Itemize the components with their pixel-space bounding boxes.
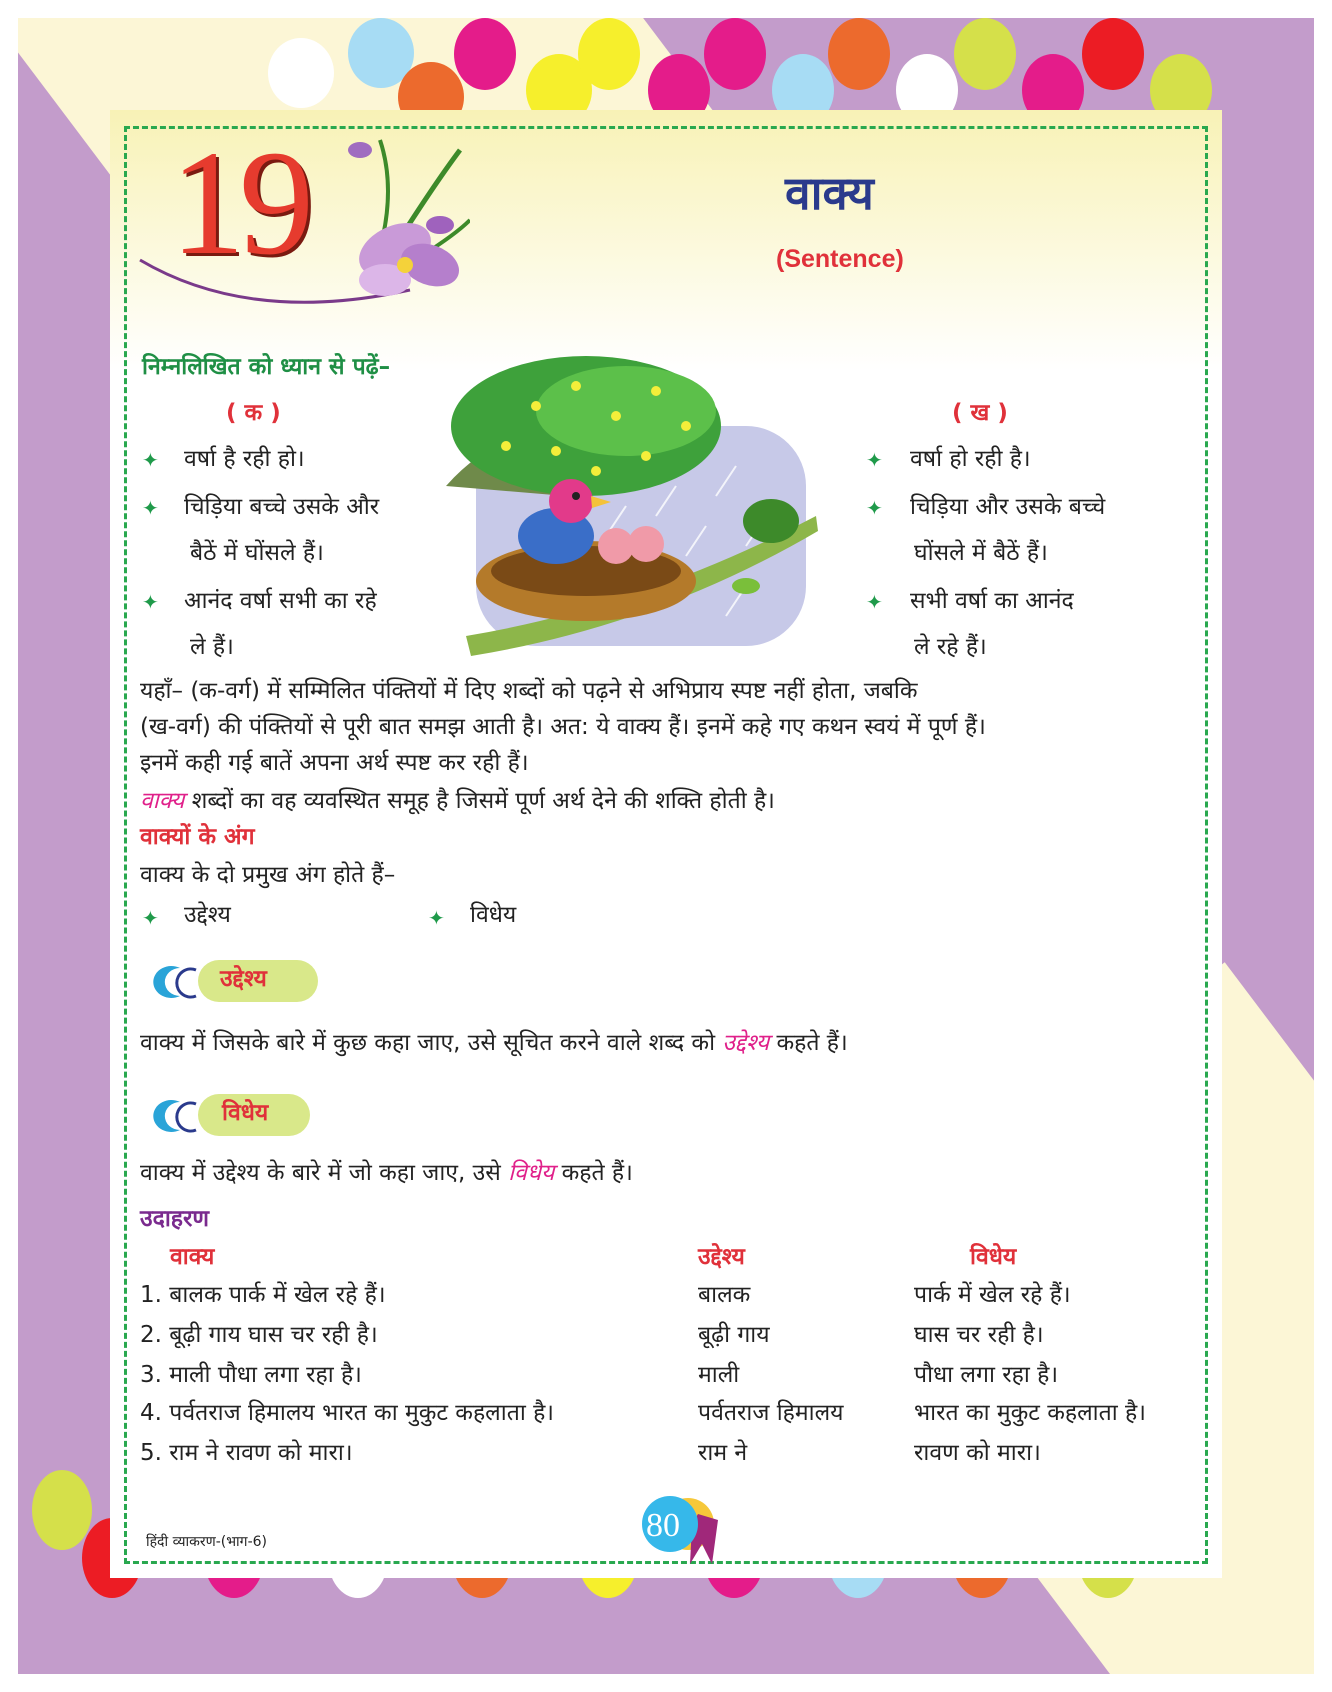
page-number: 80 bbox=[646, 1507, 680, 1544]
definition-term: वाक्य bbox=[140, 788, 185, 814]
parts-item: विधेय bbox=[470, 902, 517, 928]
bullet-star-icon: ✦ bbox=[866, 590, 883, 614]
definition-text: शब्दों का वह व्यवस्थित समूह है जिसमें पूर्ण अर्थ देने की शक्ति होती है। bbox=[184, 788, 775, 814]
book-title: हिंदी व्याकरण-(भाग-6) bbox=[146, 1534, 267, 1550]
bullet-star-icon: ✦ bbox=[142, 496, 159, 520]
example-subject: बालक bbox=[698, 1282, 751, 1308]
subject-definition bbox=[140, 1030, 848, 1058]
example-sentence: 1. बालक पार्क में खेल रहे हैं। bbox=[140, 1282, 386, 1308]
decor-dot bbox=[954, 18, 1016, 90]
decor-dot bbox=[268, 38, 334, 108]
decor-dot bbox=[32, 1470, 92, 1550]
subject-term: उद्देश्य bbox=[722, 1030, 770, 1056]
predicate-term: विधेय bbox=[508, 1160, 555, 1186]
parts-intro: वाक्य के दो प्रमुख अंग होते हैं– bbox=[140, 862, 396, 888]
column-b-item: घोंसले में बैठें हैं। bbox=[914, 540, 1048, 566]
example-predicate: पौधा लगा रहा है। bbox=[914, 1362, 1059, 1388]
bullet-star-icon: ✦ bbox=[142, 448, 159, 472]
example-predicate: भारत का मुकुट कहलाता है। bbox=[914, 1400, 1146, 1426]
column-a-item: चिड़िया बच्चे उसके और bbox=[184, 494, 380, 520]
flower-decoration bbox=[130, 120, 470, 330]
decor-dot bbox=[828, 18, 890, 90]
column-b-label: ( ख ) bbox=[952, 400, 1008, 426]
bullet-star-icon: ✦ bbox=[866, 448, 883, 472]
examples-column-header: वाक्य bbox=[170, 1244, 215, 1270]
bird-nest-illustration bbox=[446, 356, 826, 666]
intro-heading: निम्नलिखित को ध्यान से पढ़ें– bbox=[142, 354, 391, 380]
column-b-item: सभी वर्षा का आनंद bbox=[910, 588, 1074, 614]
example-predicate: घास चर रही है। bbox=[914, 1322, 1044, 1348]
examples-column-header: उद्देश्य bbox=[698, 1244, 745, 1270]
definition-line bbox=[140, 788, 775, 816]
explanation-line: (ख-वर्ग) की पंक्तियों से पूरी बात समझ आती है। अत: ये वाक्य हैं। इनमें कहे गए कथन स्वयं में पूर्ण हैं। bbox=[140, 714, 986, 740]
explanation-line: यहाँ– (क-वर्ग) में सम्मिलित पंक्तियों में दिए शब्दों को पढ़ने से अभिप्राय स्पष्ट नहीं होता, जबकि bbox=[140, 678, 918, 704]
example-subject: माली bbox=[698, 1362, 740, 1388]
predicate-heading: विधेय bbox=[222, 1100, 269, 1126]
chapter-number: 19 bbox=[170, 120, 308, 286]
subject-heading: उद्देश्य bbox=[220, 966, 267, 992]
example-sentence: 3. माली पौधा लगा रहा है। bbox=[140, 1362, 362, 1388]
column-b-item: चिड़िया और उसके बच्चे bbox=[910, 494, 1106, 520]
example-sentence: 4. पर्वतराज हिमालय भारत का मुकुट कहलाता है। bbox=[140, 1400, 555, 1426]
example-subject: राम ने bbox=[698, 1440, 748, 1466]
bullet-star-icon: ✦ bbox=[428, 906, 445, 930]
decor-dot bbox=[1082, 18, 1144, 90]
example-subject: पर्वतराज हिमालय bbox=[698, 1400, 844, 1426]
examples-heading: उदाहरण bbox=[140, 1206, 210, 1232]
chapter-title: वाक्य bbox=[785, 166, 874, 220]
column-a-item: ले हैं। bbox=[190, 634, 234, 660]
content-panel bbox=[110, 110, 1222, 1578]
column-a-item: वर्षा है रही हो। bbox=[184, 446, 305, 472]
swirl-icon bbox=[140, 1096, 200, 1136]
column-b-item: ले रहे हैं। bbox=[914, 634, 987, 660]
explanation-line: इनमें कही गई बातें अपना अर्थ स्पष्ट कर रही हैं। bbox=[140, 750, 529, 776]
column-a-label: ( क ) bbox=[226, 400, 281, 426]
column-b-item: वर्षा हो रही है। bbox=[910, 446, 1031, 472]
subject-text-end: कहते हैं। bbox=[769, 1030, 848, 1056]
predicate-text-end: कहते हैं। bbox=[554, 1160, 633, 1186]
examples-column-header: विधेय bbox=[970, 1244, 1017, 1270]
example-subject: बूढ़ी गाय bbox=[698, 1322, 770, 1348]
parts-item: उद्देश्य bbox=[184, 902, 231, 928]
predicate-definition bbox=[140, 1160, 633, 1188]
decor-dot bbox=[704, 18, 766, 90]
predicate-text: वाक्य में उद्देश्य के बारे में जो कहा जाए, उसे bbox=[140, 1160, 509, 1186]
parts-heading: वाक्यों के अंग bbox=[140, 824, 255, 850]
decor-dot bbox=[454, 18, 516, 90]
example-predicate: पार्क में खेल रहे हैं। bbox=[914, 1282, 1071, 1308]
chapter-subtitle: (Sentence) bbox=[776, 245, 904, 273]
bullet-star-icon: ✦ bbox=[142, 590, 159, 614]
swirl-icon bbox=[140, 962, 200, 1002]
column-a-item: आनंद वर्षा सभी का रहे bbox=[184, 588, 377, 614]
bullet-star-icon: ✦ bbox=[866, 496, 883, 520]
column-a-item: बैठें में घोंसले हैं। bbox=[190, 540, 324, 566]
example-sentence: 5. राम ने रावण को मारा। bbox=[140, 1440, 353, 1466]
subject-text: वाक्य में जिसके बारे में कुछ कहा जाए, उसे सूचित करने वाले शब्द को bbox=[140, 1030, 723, 1056]
decor-dot bbox=[578, 18, 640, 90]
example-sentence: 2. बूढ़ी गाय घास चर रही है। bbox=[140, 1322, 378, 1348]
bullet-star-icon: ✦ bbox=[142, 906, 159, 930]
example-predicate: रावण को मारा। bbox=[914, 1440, 1041, 1466]
